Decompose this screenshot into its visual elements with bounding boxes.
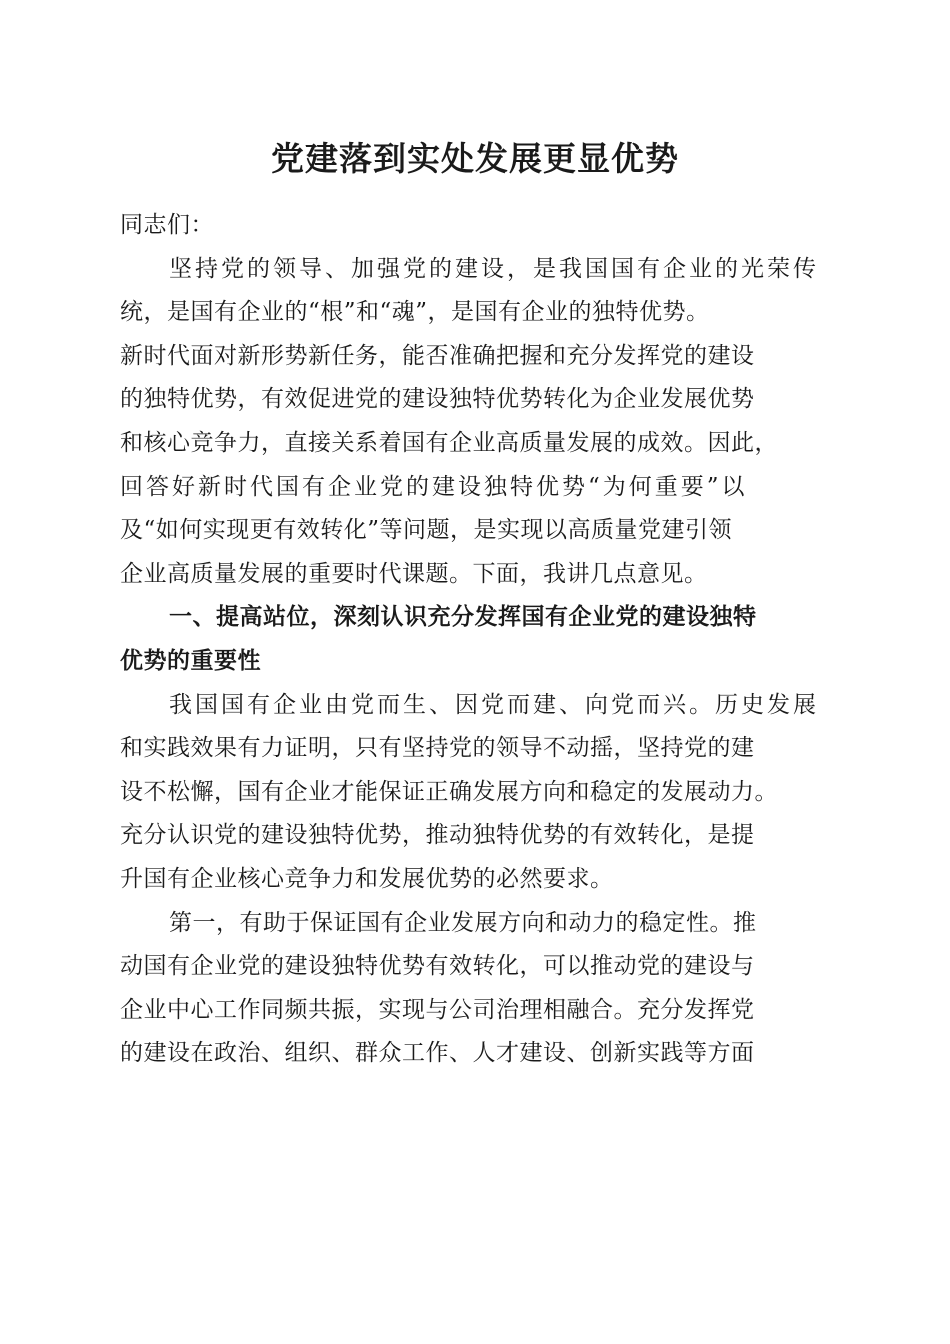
document-body — [120, 204, 840, 1076]
paragraph-line: 企业高质量发展的重要时代课题。下面，我讲几点意见。 — [120, 560, 708, 587]
paragraph-line: 回答好新时代国有企业党的建设独特优势“为何重要”以 — [120, 473, 748, 500]
paragraph-line: 新时代面对新形势新任务，能否准确把握和充分发挥党的建设 — [120, 342, 755, 369]
paragraph-line: 设不松懈，国有企业才能保证正确发展方向和稳定的发展动力。 — [120, 778, 778, 805]
paragraph-line: 的独特优势，有效促进党的建设独特优势转化为企业发展优势 — [120, 386, 755, 413]
section-heading: 优势的重要性 — [120, 647, 261, 674]
paragraph-line: 和核心竞争力，直接关系着国有企业高质量发展的成效。因此， — [120, 429, 778, 456]
salutation: 同志们： — [120, 212, 214, 238]
paragraph-line: 升国有企业核心竞争力和发展优势的必然要求。 — [120, 865, 614, 892]
paragraph-line: 的建设在政治、组织、群众工作、人才建设、创新实践等方面 — [120, 1040, 755, 1067]
paragraph-line: 和实践效果有力证明，只有坚持党的领导不动摇，坚持党的建 — [120, 735, 755, 762]
section-heading: 一、提高站位，深刻认识充分发挥国有企业党的建设独特 — [169, 604, 757, 631]
paragraph-line: 我国国有企业由党而生、因党而建、向党而兴。历史发展 — [169, 691, 819, 718]
paragraph-line: 第一，有助于保证国有企业发展方向和动力的稳定性。推 — [169, 909, 757, 936]
paragraph-line: 坚持党的领导、加强党的建设，是我国国有企业的光荣传 — [169, 255, 819, 282]
document-title: 党建落到实处发展更显优势 — [271, 139, 679, 178]
paragraph-line: 充分认识党的建设独特优势，推动独特优势的有效转化，是提 — [120, 822, 755, 849]
paragraph-line: 统，是国有企业的“根”和“魂”，是国有企业的独特优势。 — [120, 299, 710, 326]
paragraph-line: 企业中心工作同频共振，实现与公司治理相融合。充分发挥党 — [120, 996, 755, 1023]
paragraph-line: 及“如何实现更有效转化”等问题，是实现以高质量党建引领 — [120, 517, 733, 544]
paragraph-line: 动国有企业党的建设独特优势有效转化，可以推动党的建设与 — [120, 953, 755, 980]
